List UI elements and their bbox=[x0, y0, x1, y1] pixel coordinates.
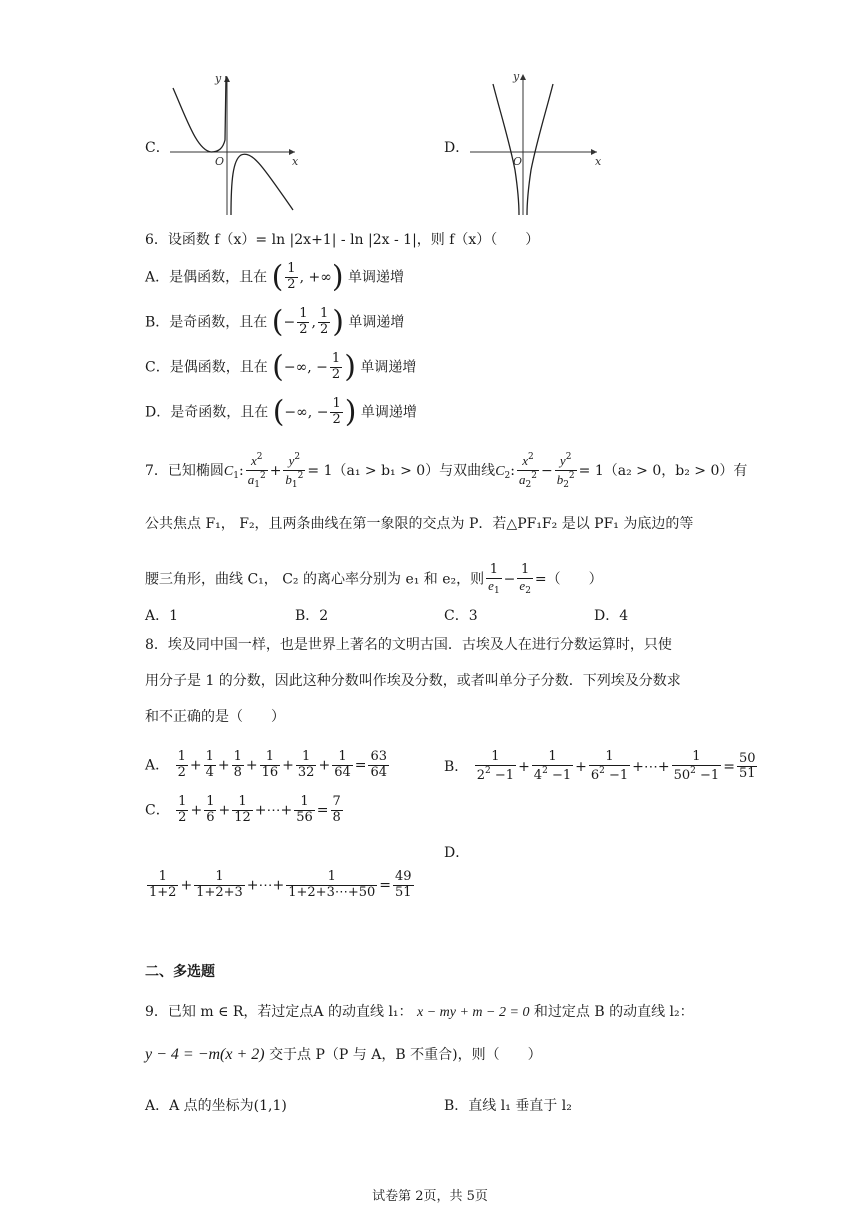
q8-line1: 8．埃及同中国一样，也是世界上著名的文明古国．古埃及人在进行分数运算时，只使 bbox=[145, 637, 672, 653]
page-footer: 试卷第 2页，共 5页 bbox=[372, 1189, 488, 1204]
q7-line1: 7．已知椭圆$C_1$: $\frac{x^2}{a_1^2}$ + $\frac{y^2}{b_1^2}$ = 1（a₁ > b₁ > 0）与双曲线$C_2$: $\frac{x^2}{a_2^2}$ − $\frac{y^2}{b_2^2}$ = 1（a₂ > 0，b₂ > 0）有 bbox=[145, 452, 748, 490]
q7-line3-text: 腰三角形，曲线 C₁， C₂ 的离心率分别为 e₁ 和 e₂，则 bbox=[145, 571, 485, 588]
q8-a-result-num: 63 bbox=[370, 749, 388, 764]
y-axis-arrow bbox=[224, 76, 230, 82]
q6-stem: 6．设函数 f（x）= ln |2x+1| - ln |2x - 1|，则 f（x）（ ） bbox=[145, 232, 540, 248]
q8-option-a: A． $\frac{1}{2}$ + $\frac{1}{4}$ + $\frac{1}{8}$ + $\frac{1}{16}$ + $\frac{1}{32}$ + $\frac{1}{64}$ = $\frac{63}{64}$ bbox=[145, 749, 388, 780]
q9-line2 bbox=[145, 1047, 542, 1063]
q6-d-prefix: D．是奇函数，且在 bbox=[145, 404, 269, 421]
q7-option-a: A．1 bbox=[145, 608, 179, 624]
q7-option-d: D．4 bbox=[594, 608, 629, 624]
q6-c-suffix: 单调递增 bbox=[360, 359, 417, 376]
q8-c-result-num: 7 bbox=[332, 794, 341, 809]
q8-b-label: B． bbox=[444, 758, 469, 775]
curve-left-branch bbox=[493, 84, 519, 215]
option-d-label: D． bbox=[444, 140, 470, 156]
q8-line2: 用分子是 1 的分数，因此这种分数叫作埃及分数，或者叫单分子分数．下列埃及分数求 bbox=[145, 673, 681, 689]
x-axis-label: x bbox=[292, 155, 299, 168]
graph-c bbox=[165, 70, 305, 220]
q9-option-b: B．直线 l₁ 垂直于 l₂ bbox=[444, 1098, 572, 1114]
q8-a-result-den: 64 bbox=[370, 764, 388, 780]
q7-cond1: （a₁ > b₁ > 0）与双曲线 bbox=[332, 463, 496, 480]
curve-right-branch bbox=[527, 84, 553, 215]
section-title-multiple-choice: 二、多选题 bbox=[145, 964, 215, 980]
q9-line2-tail: 交于点 P（P 与 A，B 不重合)，则（ ） bbox=[269, 1047, 542, 1063]
q7-line3-end: =（ ） bbox=[534, 571, 603, 588]
q8-a-label: A． bbox=[145, 757, 170, 774]
q8-option-d: $\frac{1}{1+2}$ + $\frac{1}{1+2+3}$ +⋯+ $\frac{1}{1+2+3\cdots+50}$ = $\frac{49}{51}$ bbox=[149, 869, 412, 900]
curve-left-branch bbox=[173, 76, 226, 152]
curve-right-branch bbox=[231, 154, 293, 215]
q9-line1-tail: 和过定点 B 的动直线 l₂： bbox=[533, 1004, 694, 1020]
q8-b-result-den: 51 bbox=[738, 766, 756, 782]
q6-a-suffix: 单调递增 bbox=[348, 269, 405, 286]
q6-option-d: D．是奇函数，且在 (−∞, − $\frac{1}{2}$ ) 单调递增 bbox=[145, 394, 417, 430]
q6-b-suffix: 单调递增 bbox=[348, 314, 405, 331]
q9-line1 bbox=[145, 1005, 694, 1020]
q9-line2-equation: y − 4 = −m(x + 2) bbox=[145, 1046, 265, 1063]
q6-c-prefix: C．是偶函数，且在 bbox=[145, 359, 268, 376]
graph-d bbox=[465, 70, 605, 220]
q6-option-b: B．是奇函数，且在 (− $\frac{1}{2}$ , $\frac{1}{2}$ ) 单调递增 bbox=[145, 304, 405, 340]
q9-intro: 9．已知 m ∈ R，若过定点A 的动直线 l₁： bbox=[145, 1004, 413, 1020]
q6-option-c: C．是偶函数，且在 (−∞, − $\frac{1}{2}$ ) 单调递增 bbox=[145, 349, 417, 385]
q7-line2: 公共焦点 F₁， F₂，且两条曲线在第一象限的交点为 P．若△PF₁F₂ 是以 PF₁ 为底边的等 bbox=[145, 516, 694, 532]
q8-option-b: B． $\frac{1}{2^2 -1}$ + $\frac{1}{4^2 -1}$ + $\frac{1}{6^2 -1}$ +⋯+ $\frac{1}{50^2 -1}$ = $\frac{50}{51}$ bbox=[444, 749, 756, 783]
q7-intro: 7．已知椭圆 bbox=[145, 463, 224, 480]
q7-option-c: C．3 bbox=[444, 608, 478, 624]
q6-a-prefix: A．是偶函数，且在 bbox=[145, 269, 268, 286]
q8-line3: 和不正确的是（ ） bbox=[145, 709, 285, 725]
q6-option-a: A．是偶函数，且在 ( $\frac{1}{2}$ , +∞) 单调递增 bbox=[145, 259, 405, 295]
y-axis-label: y bbox=[513, 70, 520, 83]
q9-option-a: A．A 点的坐标为(1,1) bbox=[145, 1098, 287, 1114]
q8-option-c: C． $\frac{1}{2}$ + $\frac{1}{6}$ + $\frac{1}{12}$ +⋯+ $\frac{1}{56}$ = $\frac{7}{8}$ bbox=[145, 794, 341, 825]
option-c-label: C． bbox=[145, 140, 170, 156]
y-axis-arrow bbox=[520, 74, 526, 80]
q8-b-result-num: 50 bbox=[738, 750, 756, 766]
q8-c-result-den: 8 bbox=[332, 809, 341, 825]
q8-c-label: C． bbox=[145, 802, 170, 819]
q7-option-b: B．2 bbox=[295, 608, 329, 624]
y-axis-label: y bbox=[215, 72, 222, 85]
q8-d-label: D． bbox=[444, 845, 470, 861]
q6-d-suffix: 单调递增 bbox=[360, 404, 417, 421]
q7-line3: 腰三角形，曲线 C₁， C₂ 的离心率分别为 e₁ 和 e₂，则 $\frac{1}{e_1}$ − $\frac{1}{e_2}$ =（ ） bbox=[145, 562, 603, 596]
q9-line1-equation: x − my + m − 2 = 0 bbox=[417, 1005, 530, 1020]
origin-label: O bbox=[215, 155, 225, 168]
q7-cond2: （a₂ > 0，b₂ > 0）有 bbox=[603, 463, 748, 480]
q8-d-result-num: 49 bbox=[395, 869, 412, 884]
q6-b-prefix: B．是奇函数，且在 bbox=[145, 314, 268, 331]
q8-d-result-den: 51 bbox=[395, 884, 412, 900]
x-axis-label: x bbox=[595, 155, 602, 168]
origin-label: O bbox=[513, 155, 523, 168]
